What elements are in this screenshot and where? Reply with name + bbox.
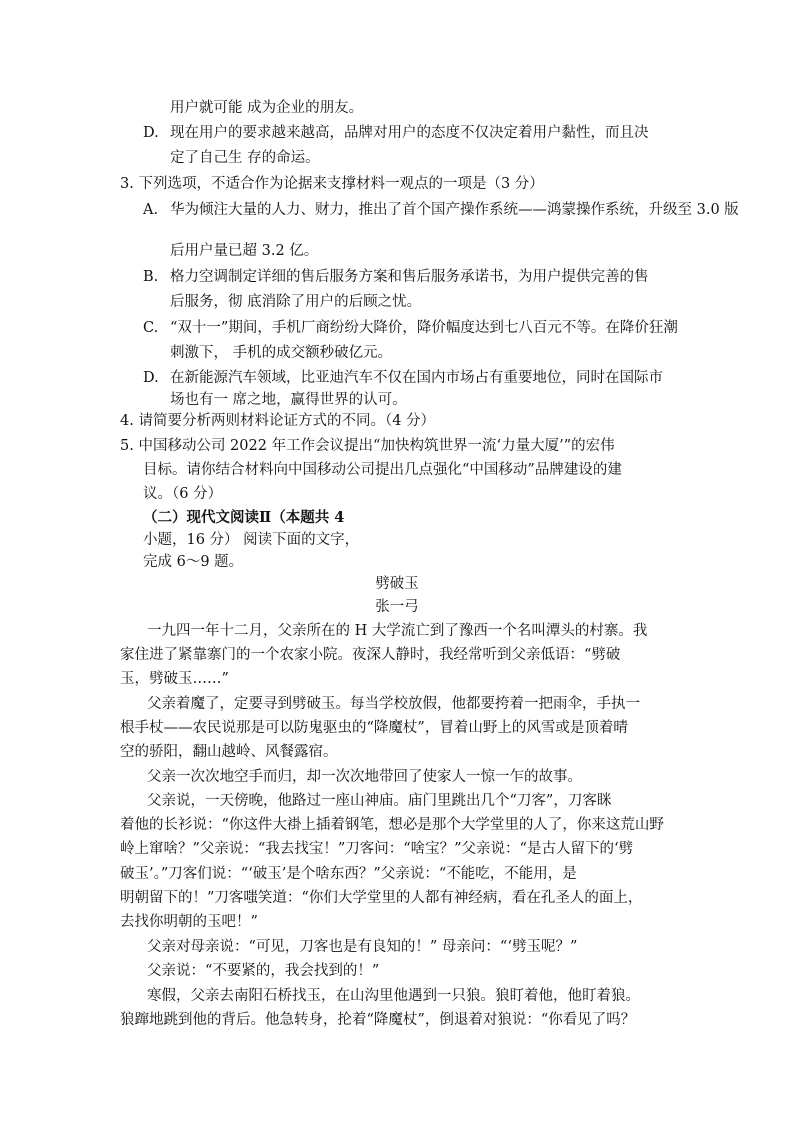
section-heading: （二）现代文阅读Ⅱ（本题共 4 — [143, 509, 345, 526]
paragraph-line: 父亲说，一天傍晚，他路过一座山神庙。庙门里跳出几个“刀客”，刀客眯 — [147, 793, 612, 809]
option-label: A. — [143, 202, 159, 218]
section-heading: 完成 6～9 题。 — [143, 554, 244, 570]
question-3: 3. 下列选项，不适合作为论据来支撑材料一观点的一项是（3 分） — [120, 176, 544, 192]
text-line: 后服务，彻 底消除了用户的后顾之忧。 — [170, 294, 422, 310]
text-line: 后用户量已超 3.2 亿。 — [170, 243, 319, 259]
article-author: 张一弓 — [375, 599, 419, 615]
text-line: 用户就可能 成为企业的朋友。 — [170, 100, 364, 116]
paragraph-line: 破玉’。”刀客们说：“‘破玉’是个啥东西？”父亲说：“不能吃，不能用，是 — [120, 866, 577, 882]
option-label: D. — [143, 125, 159, 141]
paragraph-line: 家住进了紧靠寨门的一个农家小院。夜深人静时，我经常听到父亲低语：“劈破 — [120, 647, 621, 663]
paragraph-line: 明朝留下的！”刀客嗤笑道：“你们大学堂里的人都有神经病，看在孔圣人的面上， — [120, 890, 643, 906]
text-line: “双十一”期间，手机厂商纷纷大降价，降价幅度达到七八百元不等。在降价狂潮 — [170, 320, 678, 336]
paragraph-line: 着他的长衫说：“你这件大褂上插着钢笔，想必是那个大学堂里的人了，你来这荒山野 — [120, 817, 664, 833]
section-heading: 小题，16 分） 阅读下面的文字， — [143, 532, 360, 548]
text-line: 现在用户的要求越来越高，品牌对用户的态度不仅决定着用户黏性，而且决 — [170, 125, 649, 141]
paragraph-line: 一九四一年十二月，父亲所在的 H 大学流亡到了豫西一个名叫潭头的村寨。我 — [147, 623, 648, 639]
text-line: 格力空调制定详细的售后服务方案和售后服务承诺书，为用户提供完善的售 — [170, 269, 649, 285]
paragraph-line: 玉，劈破玉……” — [120, 671, 229, 687]
paragraph-line: 父亲一次次地空手而归，却一次次地带回了使家人一惊一乍的故事。 — [147, 769, 582, 785]
paragraph-line: 父亲说：“不要紧的，我会找到的！” — [147, 963, 380, 979]
text-line: 场也有一 席之地，赢得世界的认可。 — [170, 392, 407, 408]
text-line: 在新能源汽车领域，比亚迪汽车不仅在国内市场占有重要地位，同时在国际市 — [170, 370, 663, 386]
paragraph-line: 去找你明朝的玉吧！” — [120, 914, 258, 930]
option-label: B. — [143, 269, 159, 285]
paragraph-line: 根手杖——农民说那是可以防鬼驱虫的“降魔杖”，冒着山野上的风雪或是顶着晴 — [120, 720, 628, 736]
paragraph-line: 寒假，父亲去南阳石桥找玉，在山沟里他遇到一只狼。狼盯着他，他盯着狼。 — [147, 988, 640, 1004]
paragraph-line: 岭上窜啥？”父亲说：“我去找宝！”刀客问：“啥宝？”父亲说：“是古人留下的‘劈 — [120, 841, 634, 857]
paragraph-line: 父亲着魔了，定要寻到劈破玉。每当学校放假，他都要挎着一把雨伞，手执一 — [147, 696, 640, 712]
article-title: 劈破玉 — [375, 576, 419, 592]
question-5: 5. 中国移动公司 2022 年工作会议提出“加快构筑世界一流‘力量大厦’”的宏伟 — [120, 438, 615, 454]
text-line: 议。（6 分） — [143, 486, 223, 502]
text-line: 定了自己生 存的命运。 — [170, 150, 320, 166]
text-line: 刺激下， 手机的成交额秒破亿元。 — [170, 345, 393, 361]
paragraph-line: 空的骄阳，翻山越岭、风餐露宿。 — [120, 744, 338, 760]
option-label: C. — [143, 320, 159, 336]
paragraph-line: 父亲对母亲说：“可见，刀客也是有良知的！” 母亲问：“‘劈玉呢？” — [147, 939, 578, 955]
question-4: 4. 请简要分析两则材料论证方式的不同。（4 分） — [120, 413, 436, 429]
text-line: 华为倾注大量的人力、财力，推出了首个国产操作系统——鸿蒙操作系统，升级至 3.0 版 — [170, 202, 739, 218]
text-line: 目标。请你结合材料向中国移动公司提出几点强化“中国移动”品牌建设的建 — [143, 462, 622, 478]
option-label: D. — [143, 370, 159, 386]
paragraph-line: 狼蹿地跳到他的背后。他急转身，抡着“降魔杖”，倒退着对狼说：“你看见了吗？ — [120, 1012, 636, 1028]
